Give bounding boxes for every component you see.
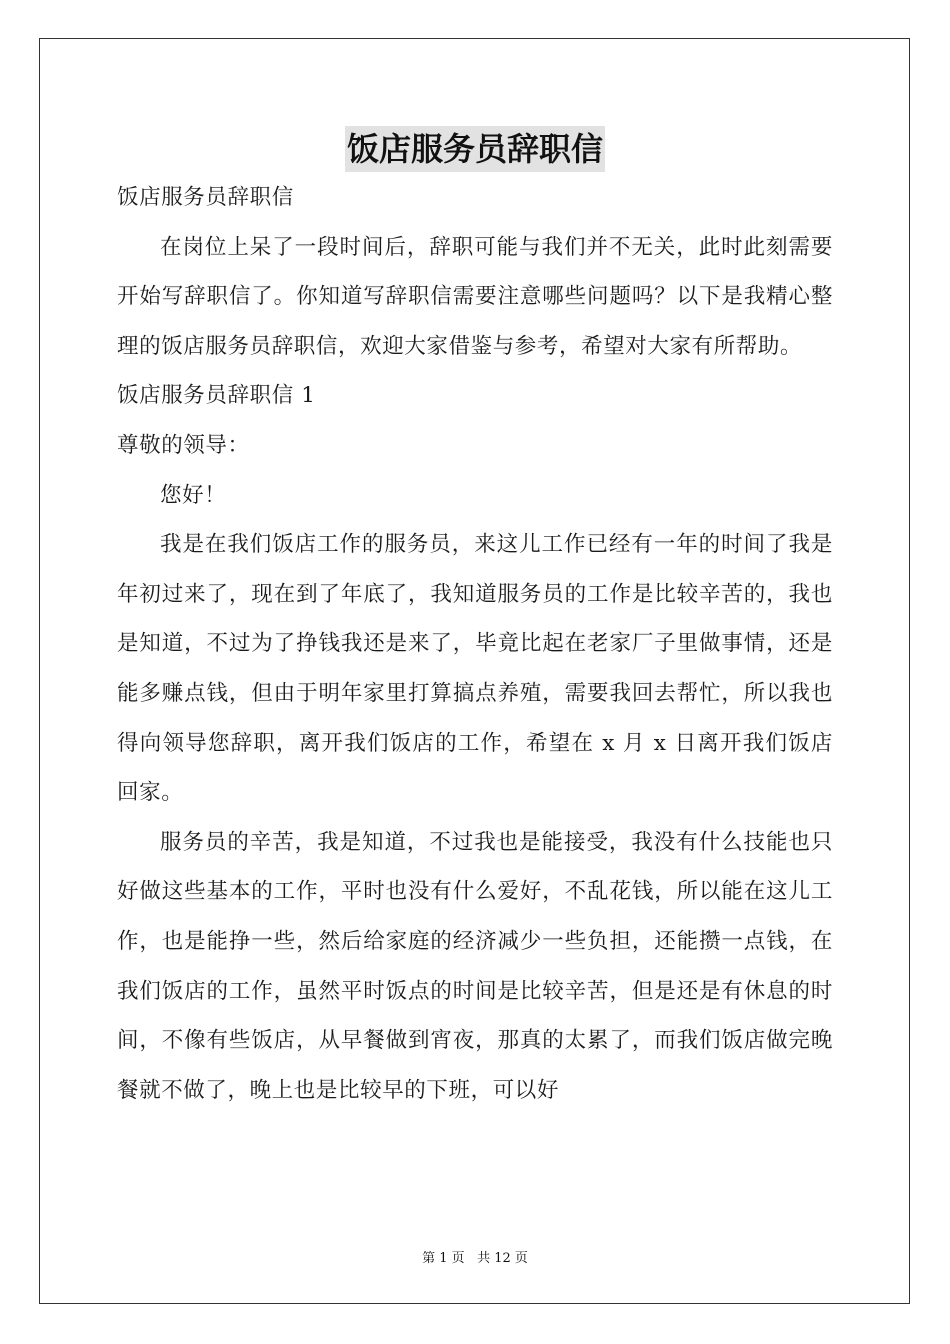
paragraph-intro: 在岗位上呆了一段时间后，辞职可能与我们并不无关，此时此刻需要开始写辞职信了。你知道写辞职信需要注意哪些问题吗？以下是我精心整理的饭店服务员辞职信，欢迎大家借鉴与参考，希望对大家有所帮助。 [117,234,833,359]
paragraph-subheading: 饭店服务员辞职信 1 [117,383,316,409]
paragraph-greeting: 您好！ [160,482,227,508]
title-container [0,126,950,172]
paragraph-salutation: 尊敬的领导： [117,432,250,458]
page-number: 第 1 页 [422,1251,465,1266]
paragraph-body-1: 我是在我们饭店工作的服务员，来这儿工作已经有一年的时间了我是年初过来了，现在到了年底了，我知道服务员的工作是比较辛苦的，我也是知道，不过为了挣钱我还是来了，毕竟比起在老家厂子里做事情，还是能多赚点钱，但由于明年家里打算搞点养殖，需要我回去帮忙，所以我也得向领导您辞职，离开我们饭店的工作，希望在 x 月 x 日离开我们饭店回家。 [117,532,833,806]
paragraph-heading: 饭店服务员辞职信 [117,185,294,210]
page-footer [0,1247,950,1266]
document-body [117,173,833,1115]
paragraph-body-2: 服务员的辛苦，我是知道，不过我也是能接受，我没有什么技能也只好做这些基本的工作，平时也没有什么爱好，不乱花钱，所以能在这儿工作，也是能挣一些，然后给家庭的经济减少一些负担，还能攒一点钱，在我们饭店的工作，虽然平时饭点的时间是比较辛苦，但是还是有休息的时间，不像有些饭店，从早餐做到宵夜，那真的太累了，而我们饭店做完晚餐就不做了，晚上也是比较早的下班，可以好 [117,829,833,1103]
document-title: 饭店服务员辞职信 [345,126,605,172]
page-total: 共 12 页 [477,1251,528,1266]
